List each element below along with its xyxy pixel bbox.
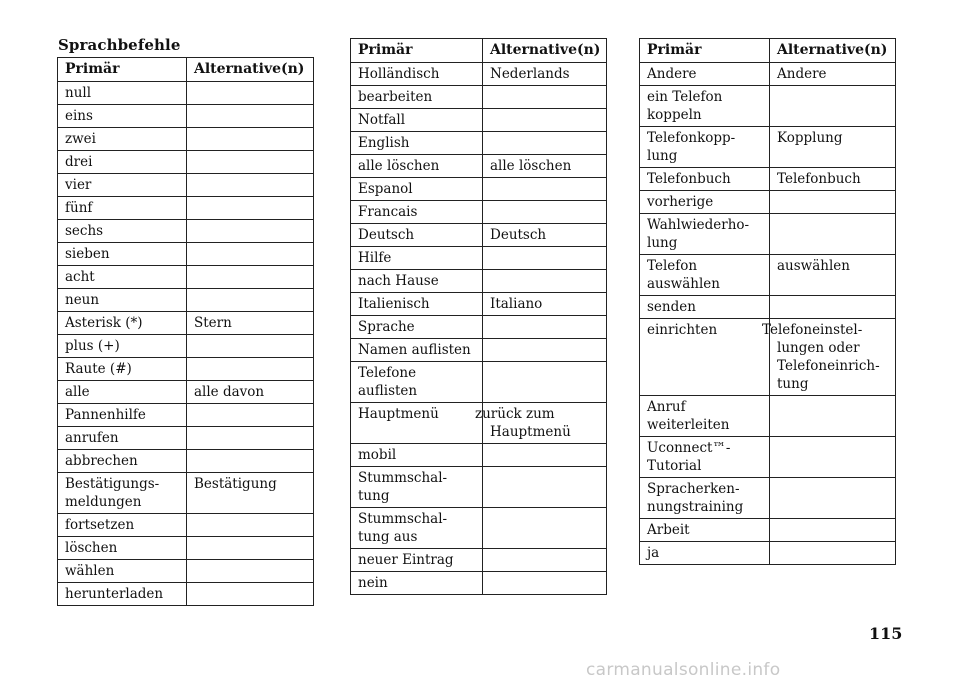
alternative-command-cell bbox=[187, 82, 314, 105]
table-row bbox=[640, 214, 896, 255]
table-row bbox=[351, 155, 607, 178]
table-row bbox=[58, 404, 314, 427]
table-row bbox=[58, 358, 314, 381]
table-row bbox=[58, 105, 314, 128]
alternative-command-cell bbox=[187, 174, 314, 197]
primary-command-cell: vier bbox=[58, 174, 187, 197]
header-alternatives: Alternative(n) bbox=[770, 39, 896, 63]
primary-command-cell: ein Telefon koppeln bbox=[640, 86, 770, 127]
primary-command-cell: Italienisch bbox=[351, 293, 483, 316]
table-row bbox=[58, 266, 314, 289]
primary-command-cell: Francais bbox=[351, 201, 483, 224]
table-row bbox=[640, 437, 896, 478]
primary-command-cell: Pannenhilfe bbox=[58, 404, 187, 427]
primary-command-cell: anrufen bbox=[58, 427, 187, 450]
table-row bbox=[351, 362, 607, 403]
table-row bbox=[351, 444, 607, 467]
primary-command-cell: nach Hause bbox=[351, 270, 483, 293]
alternative-command-cell bbox=[483, 178, 607, 201]
header-primary: Primär bbox=[351, 39, 483, 63]
primary-command-cell: Spracherken- nungstraining bbox=[640, 478, 770, 519]
alternative-command-cell bbox=[187, 151, 314, 174]
alternative-command-cell bbox=[483, 549, 607, 572]
alternative-command-cell bbox=[483, 339, 607, 362]
alternative-command-cell bbox=[770, 191, 896, 214]
alternative-command-cell bbox=[187, 197, 314, 220]
alternative-command-cell: Stern bbox=[187, 312, 314, 335]
section-heading: Sprachbefehle bbox=[58, 36, 181, 54]
primary-command-cell: vorherige bbox=[640, 191, 770, 214]
primary-command-cell: nein bbox=[351, 572, 483, 595]
alternative-command-cell bbox=[483, 247, 607, 270]
alternative-command-cell bbox=[483, 270, 607, 293]
primary-command-cell: löschen bbox=[58, 537, 187, 560]
primary-command-cell: Espanol bbox=[351, 178, 483, 201]
alternative-command-cell: alle löschen bbox=[483, 155, 607, 178]
primary-command-cell: alle löschen bbox=[351, 155, 483, 178]
alternative-command-cell bbox=[770, 542, 896, 565]
primary-command-cell: Asterisk (*) bbox=[58, 312, 187, 335]
alternative-command-cell: zurück zum Hauptmenü bbox=[483, 403, 607, 444]
table-row bbox=[58, 560, 314, 583]
primary-command-cell: English bbox=[351, 132, 483, 155]
primary-command-cell: alle bbox=[58, 381, 187, 404]
table-row bbox=[58, 583, 314, 606]
alternative-command-cell: Italiano bbox=[483, 293, 607, 316]
primary-command-cell: abbrechen bbox=[58, 450, 187, 473]
table-row bbox=[351, 132, 607, 155]
voice-commands-table-2 bbox=[350, 38, 607, 595]
header-alternatives: Alternative(n) bbox=[187, 58, 314, 82]
table-header-row bbox=[640, 39, 896, 63]
table-row bbox=[640, 63, 896, 86]
primary-command-cell: Hilfe bbox=[351, 247, 483, 270]
alternative-command-cell bbox=[483, 86, 607, 109]
alternative-command-cell: alle davon bbox=[187, 381, 314, 404]
table-row bbox=[640, 396, 896, 437]
alternative-command-cell bbox=[770, 478, 896, 519]
table-row bbox=[58, 174, 314, 197]
alternative-command-cell bbox=[187, 128, 314, 151]
header-primary: Primär bbox=[640, 39, 770, 63]
alternative-command-cell: Kopplung bbox=[770, 127, 896, 168]
alternative-command-cell bbox=[187, 335, 314, 358]
primary-command-cell: Telefonkopp- lung bbox=[640, 127, 770, 168]
table-row bbox=[351, 178, 607, 201]
table-row bbox=[351, 109, 607, 132]
alternative-command-cell: Andere bbox=[770, 63, 896, 86]
table-row bbox=[640, 168, 896, 191]
table-row bbox=[351, 63, 607, 86]
alternative-command-cell bbox=[187, 427, 314, 450]
primary-command-cell: zwei bbox=[58, 128, 187, 151]
primary-command-cell: wählen bbox=[58, 560, 187, 583]
primary-command-cell: Uconnect™- Tutorial bbox=[640, 437, 770, 478]
alternative-command-cell bbox=[187, 220, 314, 243]
table-row bbox=[351, 293, 607, 316]
primary-command-cell: Stummschal- tung bbox=[351, 467, 483, 508]
alternative-command-cell bbox=[770, 86, 896, 127]
alternative-command-cell bbox=[187, 358, 314, 381]
alternative-command-cell: Nederlands bbox=[483, 63, 607, 86]
table-row bbox=[351, 572, 607, 595]
table-row bbox=[351, 508, 607, 549]
alternative-command-cell: Bestätigung bbox=[187, 473, 314, 514]
primary-command-cell: plus (+) bbox=[58, 335, 187, 358]
primary-command-cell: Bestätigungs- meldungen bbox=[58, 473, 187, 514]
header-primary: Primär bbox=[58, 58, 187, 82]
primary-command-cell: Raute (#) bbox=[58, 358, 187, 381]
alternative-command-cell bbox=[187, 266, 314, 289]
voice-commands-table-3 bbox=[639, 38, 896, 565]
primary-command-cell: herunterladen bbox=[58, 583, 187, 606]
table-row bbox=[640, 478, 896, 519]
primary-command-cell: sieben bbox=[58, 243, 187, 266]
table-row bbox=[351, 467, 607, 508]
primary-command-cell: Holländisch bbox=[351, 63, 483, 86]
page-number: 115 bbox=[869, 624, 903, 643]
primary-command-cell: Andere bbox=[640, 63, 770, 86]
alternative-command-cell: Deutsch bbox=[483, 224, 607, 247]
table-row bbox=[58, 220, 314, 243]
table-row bbox=[58, 450, 314, 473]
table-row bbox=[351, 270, 607, 293]
table-row bbox=[351, 224, 607, 247]
primary-command-cell: fünf bbox=[58, 197, 187, 220]
primary-command-cell: Arbeit bbox=[640, 519, 770, 542]
table-row bbox=[640, 255, 896, 296]
primary-command-cell: acht bbox=[58, 266, 187, 289]
alternative-command-cell bbox=[483, 132, 607, 155]
primary-command-cell: neun bbox=[58, 289, 187, 312]
table-row bbox=[58, 427, 314, 450]
table-row bbox=[58, 312, 314, 335]
table-row bbox=[351, 549, 607, 572]
alternative-command-cell bbox=[483, 467, 607, 508]
table-row bbox=[640, 86, 896, 127]
table-row bbox=[58, 514, 314, 537]
voice-commands-table-1 bbox=[57, 57, 314, 606]
table-row bbox=[58, 537, 314, 560]
alternative-command-cell bbox=[187, 560, 314, 583]
alternative-command-cell bbox=[483, 508, 607, 549]
table-row bbox=[640, 296, 896, 319]
alternative-command-cell bbox=[187, 105, 314, 128]
primary-command-cell: Wahlwiederho- lung bbox=[640, 214, 770, 255]
table-row bbox=[58, 197, 314, 220]
table-row bbox=[58, 82, 314, 105]
primary-command-cell: Hauptmenü bbox=[351, 403, 483, 444]
table-row bbox=[351, 316, 607, 339]
primary-command-cell: Anruf weiterleiten bbox=[640, 396, 770, 437]
table-row bbox=[58, 151, 314, 174]
alternative-command-cell bbox=[187, 289, 314, 312]
primary-command-cell: neuer Eintrag bbox=[351, 549, 483, 572]
alternative-command-cell bbox=[187, 583, 314, 606]
primary-command-cell: mobil bbox=[351, 444, 483, 467]
alternative-command-cell bbox=[770, 437, 896, 478]
primary-command-cell: eins bbox=[58, 105, 187, 128]
primary-command-cell: Deutsch bbox=[351, 224, 483, 247]
alternative-command-cell bbox=[770, 519, 896, 542]
alternative-command-cell: Telefoneinstel- lungen oder Telefoneinrich- tung bbox=[770, 319, 896, 396]
alternative-command-cell bbox=[483, 316, 607, 339]
alternative-command-cell: auswählen bbox=[770, 255, 896, 296]
table-row bbox=[640, 127, 896, 168]
alternative-command-cell bbox=[483, 572, 607, 595]
table-row bbox=[351, 339, 607, 362]
table-row bbox=[351, 247, 607, 270]
primary-command-cell: bearbeiten bbox=[351, 86, 483, 109]
primary-command-cell: einrichten bbox=[640, 319, 770, 396]
alternative-command-cell bbox=[483, 362, 607, 403]
alternative-command-cell bbox=[770, 396, 896, 437]
primary-command-cell: Telefon auswählen bbox=[640, 255, 770, 296]
primary-command-cell: Stummschal- tung aus bbox=[351, 508, 483, 549]
table-row bbox=[640, 519, 896, 542]
primary-command-cell: Telefone auflisten bbox=[351, 362, 483, 403]
primary-command-cell: drei bbox=[58, 151, 187, 174]
primary-command-cell: Notfall bbox=[351, 109, 483, 132]
table-header-row bbox=[351, 39, 607, 63]
table-row bbox=[58, 381, 314, 404]
table-row bbox=[351, 86, 607, 109]
table-row bbox=[58, 289, 314, 312]
primary-command-cell: senden bbox=[640, 296, 770, 319]
primary-command-cell: ja bbox=[640, 542, 770, 565]
table-row bbox=[58, 335, 314, 358]
alternative-command-cell bbox=[187, 537, 314, 560]
alternative-command-cell bbox=[187, 243, 314, 266]
alternative-command-cell bbox=[483, 201, 607, 224]
alternative-command-cell bbox=[770, 214, 896, 255]
primary-command-cell: Namen auflisten bbox=[351, 339, 483, 362]
table-row bbox=[58, 243, 314, 266]
table-row bbox=[640, 319, 896, 396]
table-row bbox=[640, 191, 896, 214]
alternative-command-cell bbox=[187, 514, 314, 537]
primary-command-cell: fortsetzen bbox=[58, 514, 187, 537]
primary-command-cell: sechs bbox=[58, 220, 187, 243]
table-row bbox=[58, 473, 314, 514]
table-row bbox=[351, 201, 607, 224]
table-row bbox=[351, 403, 607, 444]
primary-command-cell: Telefonbuch bbox=[640, 168, 770, 191]
alternative-command-cell bbox=[483, 444, 607, 467]
alternative-command-cell bbox=[770, 296, 896, 319]
table-header-row bbox=[58, 58, 314, 82]
header-alternatives: Alternative(n) bbox=[483, 39, 607, 63]
primary-command-cell: null bbox=[58, 82, 187, 105]
alternative-command-cell bbox=[483, 109, 607, 132]
table-row bbox=[58, 128, 314, 151]
watermark: carmanualsonline.info bbox=[586, 660, 781, 680]
table-row bbox=[640, 542, 896, 565]
alternative-command-cell: Telefonbuch bbox=[770, 168, 896, 191]
primary-command-cell: Sprache bbox=[351, 316, 483, 339]
alternative-command-cell bbox=[187, 450, 314, 473]
alternative-command-cell bbox=[187, 404, 314, 427]
